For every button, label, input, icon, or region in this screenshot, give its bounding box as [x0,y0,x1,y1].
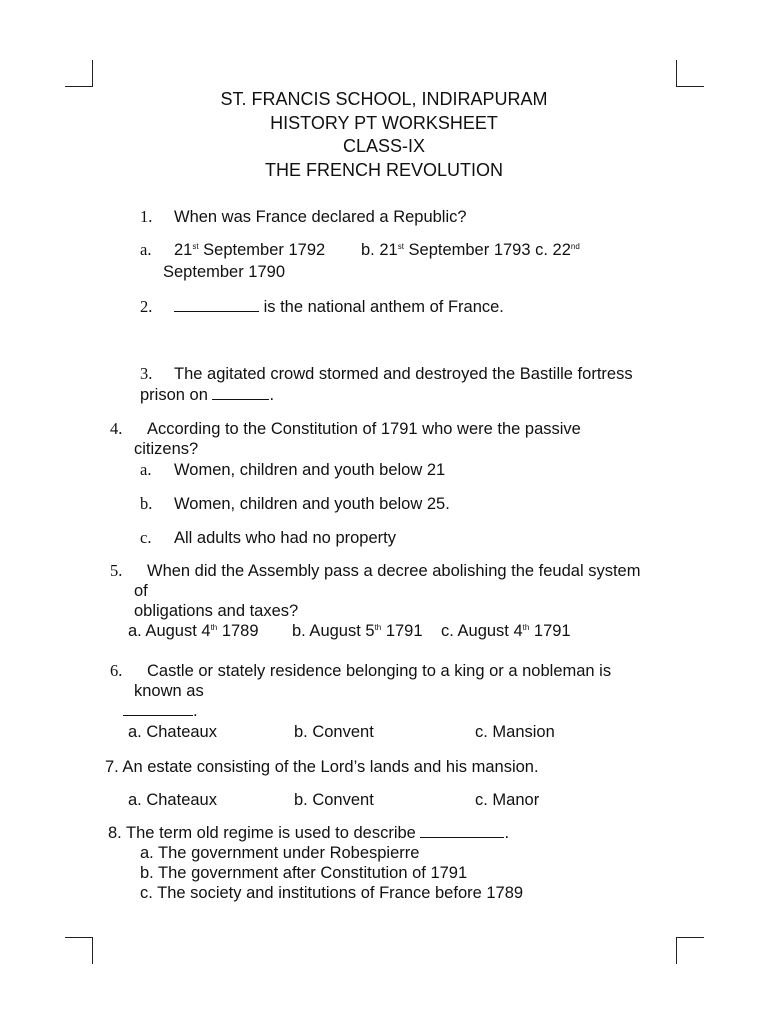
question-2-text: is the national anthem of France. [174,297,504,317]
question-1-option-a: 21st September 1792 [174,241,326,259]
question-4-line-2: citizens? [134,440,199,458]
question-5-line-2: of [134,582,148,600]
question-4-line-1: According to the Constitution of 1791 who were the passive [147,420,581,438]
question-8-option-c: c. The society and institutions of France before 1789 [140,884,524,902]
question-number-3: 3. [140,364,153,383]
crop-mark-bottom-left-vertical [92,937,93,964]
question-1-option-a-label: a. [140,240,152,259]
question-7-option-b: b. Convent [294,791,374,809]
question-number-4: 4. [110,419,123,438]
question-number-5: 5. [110,561,123,580]
question-6-line-1: Castle or stately residence belonging to a king or a nobleman is [147,662,612,680]
question-6-line-3: . [123,701,198,721]
question-number-1: 1. [140,207,153,226]
question-4-option-a-label: a. [140,460,152,479]
answer-blank [174,297,259,312]
question-8-text: 8. The term old regime is used to describe . [108,824,510,842]
question-4-option-c-label: c. [140,528,152,547]
class-label: CLASS-IX [342,136,426,156]
worksheet-title: HISTORY PT WORKSHEET [270,113,498,133]
question-6-option-b: b. Convent [294,723,374,741]
question-5-line-1: When did the Assembly pass a decree abolishing the feudal system [147,562,641,580]
question-7-option-a: a. Chateaux [128,791,217,809]
question-4-option-a: Women, children and youth below 21 [174,461,446,479]
question-8-option-a: a. The government under Robespierre [140,844,420,862]
question-5-line-3: obligations and taxes? [134,602,299,620]
question-1-option-c-continuation: September 1790 [163,263,286,281]
question-1-options-b-c: b. 21st September 1793 c. 22nd [361,241,580,259]
crop-mark-bottom-right-vertical [676,937,677,964]
question-6-line-2: known as [134,682,204,700]
question-number-6: 6. [110,661,123,680]
question-7-text: 7. An estate consisting of the Lord’s lands and his mansion. [105,758,539,776]
answer-blank [212,385,269,400]
question-7-option-c: c. Manor [475,791,540,809]
question-5-option-b: b. August 5th 1791 [292,622,423,640]
answer-blank [123,701,193,716]
chapter-title: THE FRENCH REVOLUTION [264,160,504,180]
crop-mark-bottom-left-horizontal [65,937,93,938]
question-4-option-b: Women, children and youth below 25. [174,495,450,513]
question-4-option-b-label: b. [140,494,153,513]
question-3-line-2: prison on . [140,386,275,404]
question-5-option-c: c. August 4th 1791 [441,622,571,640]
question-6-option-a: a. Chateaux [128,723,217,741]
question-1-text: When was France declared a Republic? [174,208,467,226]
question-number-2: 2. [140,297,153,316]
question-6-option-c: c. Mansion [475,723,555,741]
question-8-option-b: b. The government after Constitution of 1791 [140,864,468,882]
school-name: ST. FRANCIS SCHOOL, INDIRAPURAM [220,89,548,109]
question-4-option-c: All adults who had no property [174,529,396,547]
question-5-option-a: a. August 4th 1789 [128,622,259,640]
crop-mark-top-left-vertical [92,60,93,87]
crop-mark-top-right-vertical [676,60,677,87]
question-3-line-1: The agitated crowd stormed and destroyed the Bastille fortress [174,365,633,383]
crop-mark-bottom-right-horizontal [676,937,704,938]
answer-blank [420,823,504,838]
